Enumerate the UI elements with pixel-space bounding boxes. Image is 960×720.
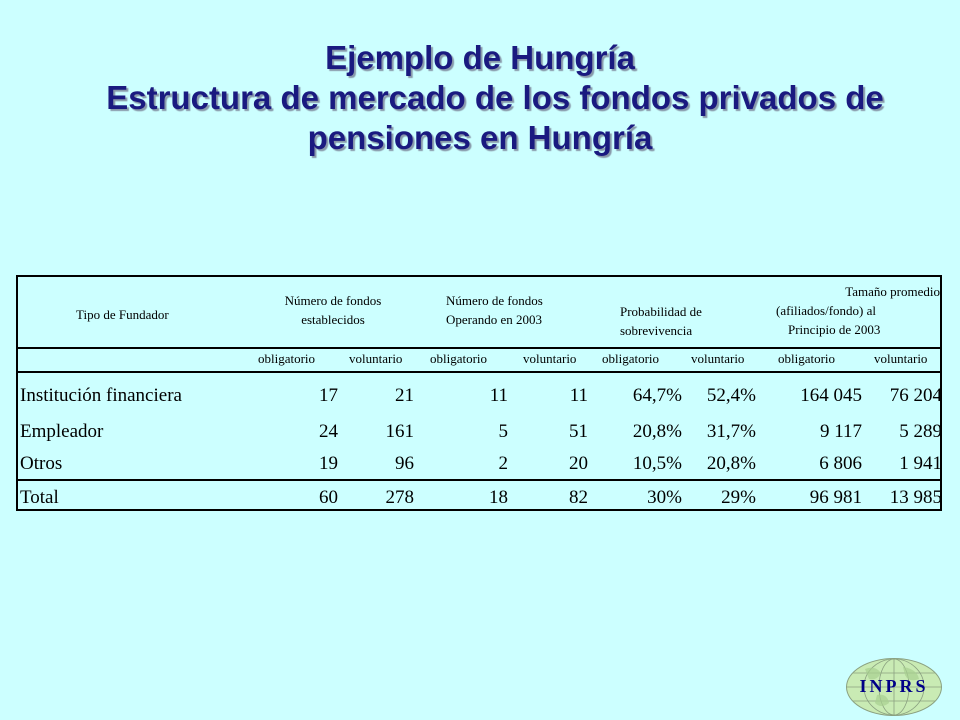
table-cell: 18: [489, 487, 508, 508]
table-cell: 60: [319, 487, 338, 508]
table-cell: 96: [395, 453, 414, 474]
table-cell: 20,8%: [706, 453, 756, 474]
table-cell: 20: [569, 453, 588, 474]
header-tamano-promedio: Tamaño promedio (afiliados/fondo) al Principio de 2003: [776, 284, 940, 337]
header-probabilidad: Probabilidad de sobrevivencia: [620, 304, 702, 338]
inprs-logo: [846, 658, 942, 716]
table-cell: 5: [498, 421, 508, 442]
title-line-2: Estructura de mercado de los fondos privados de: [106, 79, 884, 116]
title-line-3: pensiones en Hungría: [307, 119, 653, 156]
subheader-obligatorio-1: obligatorio: [258, 351, 316, 366]
table-cell: 29%: [721, 487, 756, 508]
table-cell: 76 204: [889, 385, 942, 406]
table-cell: 19: [319, 453, 338, 474]
header-num-establecidos: Número de fondos establecidos: [284, 293, 382, 327]
table-cell: 21: [395, 385, 414, 406]
logo-text: INPRS: [859, 676, 929, 696]
header-num-operando: Número de fondos Operando en 2003: [446, 293, 543, 327]
market-structure-table: [16, 275, 942, 511]
header-divider: [18, 347, 940, 349]
table-cell: 13 985: [889, 487, 942, 508]
row-label: Total: [20, 487, 59, 508]
table-cell: 11: [569, 385, 588, 406]
subheader-voluntario-1: voluntario: [349, 351, 403, 366]
table-cell: 17: [319, 385, 338, 406]
table-cell: 24: [319, 421, 338, 442]
table-cell: 82: [569, 487, 588, 508]
table-cell: 52,4%: [706, 385, 756, 406]
table-cell: 5 289: [899, 421, 942, 442]
row-label: Otros: [20, 453, 63, 474]
table-cell: 9 117: [819, 421, 862, 442]
subheader-obligatorio-4: obligatorio: [778, 351, 836, 366]
table-cell: 2: [498, 453, 508, 474]
table-cell: 278: [385, 487, 414, 508]
table-cell: 10,5%: [632, 453, 682, 474]
title-line-1: Ejemplo de Hungría: [325, 39, 635, 76]
row-label: Institución financiera: [20, 385, 182, 406]
table-cell: 11: [489, 385, 508, 406]
table-cell: 1 941: [899, 453, 942, 474]
table-cell: 96 981: [809, 487, 862, 508]
subheader-voluntario-3: voluntario: [691, 351, 745, 366]
subheader-divider: [18, 371, 940, 373]
table-cell: 161: [385, 421, 414, 442]
table-cell: 6 806: [819, 453, 862, 474]
subheader-obligatorio-2: obligatorio: [430, 351, 488, 366]
table-cell: 164 045: [800, 385, 862, 406]
total-divider: [18, 479, 940, 481]
table-cell: 31,7%: [706, 421, 756, 442]
subheader-voluntario-4: voluntario: [874, 351, 928, 366]
table-cell: 64,7%: [632, 385, 682, 406]
subheader-voluntario-2: voluntario: [523, 351, 577, 366]
table-cell: 20,8%: [632, 421, 682, 442]
table-cell: 51: [569, 421, 588, 442]
table-cell: 30%: [647, 487, 682, 508]
subheader-obligatorio-3: obligatorio: [602, 351, 660, 366]
row-label: Empleador: [20, 421, 104, 442]
slide-title: [0, 38, 960, 158]
header-tipo-fundador: Tipo de Fundador: [76, 307, 169, 322]
